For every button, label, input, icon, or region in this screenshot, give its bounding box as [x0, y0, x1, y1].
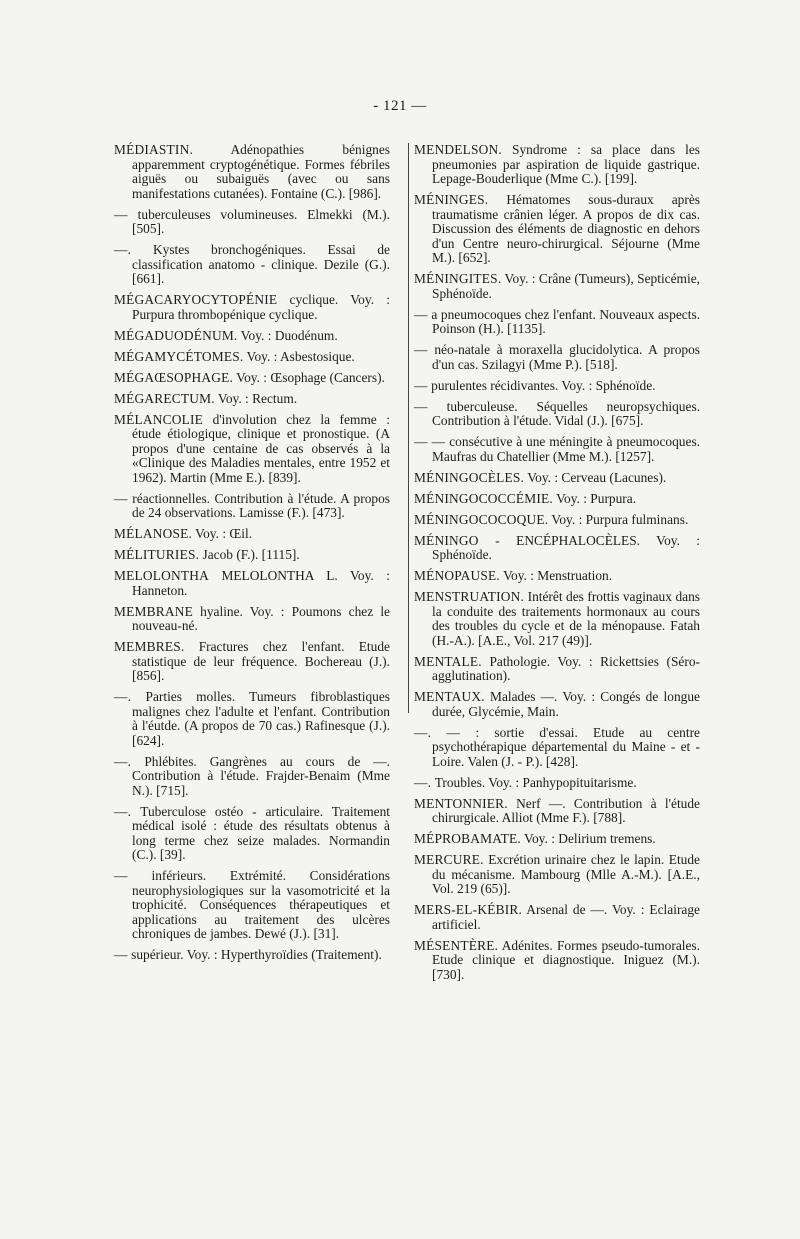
entry-headword: MÉNOPAUSE. [414, 568, 500, 583]
index-entry [414, 569, 700, 584]
entry-headword: MERS-EL-KÉBIR. [414, 902, 523, 917]
index-entry [114, 605, 390, 634]
index-entry [414, 143, 700, 187]
index-entry [414, 193, 700, 266]
entry-headword: MÉGAŒSOPHAGE. [114, 369, 234, 385]
entry-headword: — [114, 947, 132, 962]
index-entry [114, 690, 390, 748]
entry-body: : sortie d'essai. Etude au centre psychothérapique départemental du Maine - et - Loire. Valen (J. - P.). [428]. [432, 724, 700, 769]
entry-headword: MÉDIASTIN. [114, 142, 193, 157]
entry-headword: MELOLONTHA [114, 568, 209, 583]
entry-body: Adénopathies bénignes apparemment cryptogénétique. Formes fébriles aiguës ou subaiguës (avec ou sans manifestations cutanées). Fontaine (C.). [986]. [132, 142, 390, 201]
right-column [408, 142, 701, 982]
index-entry [414, 534, 700, 563]
index-entry [414, 939, 700, 983]
index-entry [414, 308, 700, 337]
entry-headword: MÉGAMYCÉTOMES. [114, 348, 244, 364]
entry-headword: MÉLANOSE. [114, 526, 193, 541]
entry-body: Malades —. Voy. : Congés de longue durée, Glycémie, Main. [432, 689, 700, 719]
entry-headword: MÉNINGOCÈLES. [414, 469, 525, 485]
index-entry [114, 350, 390, 365]
entry-body: Troubles. Voy. : Panhypopituitarisme. [434, 774, 637, 790]
entry-body: Voy. : Asbestosique. [243, 348, 355, 364]
index-entry [414, 492, 700, 507]
entry-headword: — [414, 306, 432, 322]
index-entry [114, 413, 390, 486]
index-entry [414, 832, 700, 847]
entry-body: Fractures chez l'enfant. Etude statistique de leur fréquence. Bochereau (J.). [856]. [132, 639, 390, 683]
entry-body: Voy. : Purpura. [552, 490, 637, 506]
entry-headword: — [114, 206, 138, 222]
index-entry [114, 869, 390, 942]
index-entry [114, 548, 390, 563]
entry-headword: —. [414, 774, 435, 790]
index-entry [414, 726, 700, 770]
entry-headword: MÉLITURIES. [114, 547, 200, 562]
index-entry [414, 797, 700, 826]
entry-headword: MEMBRANE [114, 603, 193, 619]
entry-headword: MÉNINGOCOCOQUE. [414, 511, 549, 527]
entry-body: réactionnelles. Contribution à l'étude. A propos de 24 observations. Lamisse (F.). [473]. [132, 490, 391, 520]
entry-headword: — [414, 377, 432, 393]
index-entry [114, 371, 390, 386]
entry-headword: MÉGADUODÉNUM. [114, 327, 238, 343]
entry-headword: MENSTRUATION. [414, 589, 525, 604]
entry-headword: —. [114, 689, 146, 704]
entry-body: consécutive à une méningite à pneumocoques. Maufras du Chatellier (Mme M.). [1257]. [432, 434, 700, 464]
entry-body: Voy. : Purpura fulminans. [548, 511, 689, 527]
entry-headword: MÉNINGITES. [414, 271, 502, 286]
index-entry [114, 143, 390, 201]
index-entry [414, 853, 700, 897]
entry-headword: — — [414, 434, 450, 449]
index-entry [114, 527, 390, 542]
index-entry [114, 208, 390, 237]
entry-body: Voy. : Crâne (Tumeurs), Septicémie, Sphénoïde. [432, 271, 700, 301]
entry-body: Adénites. Formes pseudo-tumorales. Etude clinique et diagnostique. Iniguez (M.). [730]. [432, 937, 700, 982]
entry-body: Parties molles. Tumeurs fibroblastiques malignes chez l'adulte et l'enfant. Contribution à l'éutde. (A propos de 70 cas.) Rafinesque (J.). [624]. [132, 689, 391, 748]
entry-body: ENCÉPHALOCÈLES. Voy. : Sphénoïde. [432, 532, 700, 562]
entry-body: Excrétion urinaire chez le lapin. Etude du mécanisme. Mambourg (Mlle A.-M.). [A.E., Vol. 219 (65)]. [432, 852, 700, 896]
index-entry [414, 590, 700, 648]
entry-body: inférieurs. Extrémité. Considérations neurophysiologiques sur la vasomotricité et la trophicité. Conséquences thérapeutiques et applications au traitement des ulcères chroniques de jambes. Dewé (J.). [31]. [132, 868, 390, 941]
index-entry [114, 948, 390, 963]
entry-headword: MÉGACARYOCYTOPÉNIE [114, 292, 278, 307]
entry-body: Voy. : Menstruation. [499, 568, 613, 583]
entry-headword: MENDELSON. [414, 142, 502, 157]
entry-body: Voy. : Œil. [192, 526, 253, 541]
entry-headword: MÉSENTÈRE. [414, 937, 499, 953]
index-entry [414, 655, 700, 684]
entry-headword: MERCURE. [414, 852, 484, 867]
entry-headword: MÉNINGO - [414, 532, 500, 548]
index-entry [114, 805, 390, 863]
entry-headword: — [414, 398, 447, 414]
entry-body: Kystes bronchogéniques. Essai de classification anatomo - clinique. Dezile (G.). [661]. [132, 242, 391, 286]
index-entry [114, 293, 390, 322]
index-entry [414, 903, 700, 932]
index-entry [114, 492, 390, 521]
entry-body: Arsenal de —. Voy. : Eclairage artificiel. [432, 902, 700, 932]
entry-body: MELOLONTHA L. Voy. : Hanneton. [132, 568, 390, 598]
entry-headword: MÉPROBAMATE. [414, 831, 521, 846]
entry-body: Hématomes sous-duraux après traumatisme crânien léger. A propos de dix cas. Discussion des éléments de diagnostic en dehors d'un Centre neuro-chirurgical. Séjourne (Mme M.). [652]. [432, 192, 700, 265]
entry-headword: MÉLANCOLIE [114, 411, 204, 427]
entry-headword: MENTAUX. [414, 689, 485, 704]
index-entry [114, 755, 390, 799]
index-entry [414, 272, 700, 301]
entry-headword: — [114, 490, 133, 506]
entry-body: Voy. : Cerveau (Lacunes). [524, 469, 667, 485]
left-column [114, 143, 390, 969]
entry-body: Voy. : Œsophage (Cancers). [233, 369, 385, 385]
entry-body: a pneumocoques chez l'enfant. Nouveaux aspects. Poinson (H.). [1135]. [431, 306, 701, 336]
entry-headword: —. — [414, 724, 476, 740]
entry-body: néo-natale à moraxella glucidolytica. A propos d'un cas. Szilagyi (Mme P.). [518]. [432, 342, 700, 372]
entry-body: tuberculeuse. Séquelles neuropsychiques. Contribution à l'étude. Vidal (J.). [675]. [432, 398, 701, 428]
index-entry [414, 471, 700, 486]
index-entry [414, 343, 700, 372]
index-entry [114, 640, 390, 684]
entry-body: purulentes récidivantes. Voy. : Sphénoïde. [431, 377, 656, 393]
entry-body: Voy. : Rectum. [214, 390, 298, 406]
entry-body: Intérêt des frottis vaginaux dans la conduite des traitements hormonaux au cours des troubles du cycle et de la ménopause. Fatah (H.-A.). [A.E., Vol. 217 (49)]. [432, 589, 700, 648]
entry-headword: MÉNINGES. [414, 192, 489, 207]
entry-body: cyclique. Voy. : Purpura thrombopénique cyclique. [132, 292, 390, 322]
entry-headword: —. [114, 242, 153, 257]
index-entry [414, 776, 700, 791]
entry-body: supérieur. Voy. : Hyperthyroïdies (Traitement). [131, 947, 382, 962]
entry-headword: MÉGARECTUM. [114, 390, 215, 406]
index-entry [414, 435, 700, 464]
entry-headword: MENTALE. [414, 653, 482, 669]
index-entry [414, 690, 700, 719]
index-entry [414, 400, 700, 429]
entry-body: Nerf —. Contribution à l'étude chirurgicale. Alliot (Mme F.). [788]. [432, 795, 700, 825]
entry-headword: MÉNINGOCOCCÉMIE. [414, 490, 553, 506]
index-entry [114, 569, 390, 598]
index-entry [414, 513, 700, 528]
entry-headword: —. [114, 803, 141, 819]
index-entry [114, 329, 390, 344]
page-number: - 121 — [373, 98, 427, 114]
entry-body: Voy. : Delirium tremens. [520, 831, 656, 846]
entry-headword: — [114, 868, 152, 883]
entry-body: hyaline. Voy. : Poumons chez le nouveau-né. [132, 603, 390, 633]
index-entry [114, 243, 390, 287]
entry-headword: — [414, 342, 435, 357]
index-entry [414, 379, 700, 394]
entry-headword: MEMBRES. [114, 639, 185, 654]
entry-body: Voy. : Duodénum. [237, 327, 338, 343]
entry-body: tuberculeuses volumineuses. Elmekki (M.). [505]. [132, 206, 390, 236]
entry-body: d'involution chez la femme : étude étiologique, clinique et pronostique. (A propos d'une centaine de cas observés à la «Clinique des Maladies mentales, entre 1952 et 1962). Martin (Mme E.). [839]. [132, 411, 390, 485]
entry-body: Tuberculose ostéo - articulaire. Traitement médical isolé : étude des résultats obtenus à long terme chez seize malades. Normandin (C.). [39]. [132, 803, 390, 862]
entry-headword: —. [114, 753, 145, 769]
entry-body: Syndrome : sa place dans les pneumonies par aspiration de liquide gastrique. Lepage-Bouderlique (Mme C.). [199]. [432, 142, 700, 186]
entry-headword: MENTONNIER. [414, 795, 508, 811]
entry-body: Jacob (F.). [1115]. [199, 547, 300, 562]
entry-body: Pathologie. Voy. : Rickettsies (Séro-agglutination). [432, 653, 700, 683]
entry-body: Phlébites. Gangrènes au cours de —. Contribution à l'étude. Frajder-Benaim (Mme N.). [715]. [132, 753, 390, 798]
index-entry [114, 392, 390, 407]
